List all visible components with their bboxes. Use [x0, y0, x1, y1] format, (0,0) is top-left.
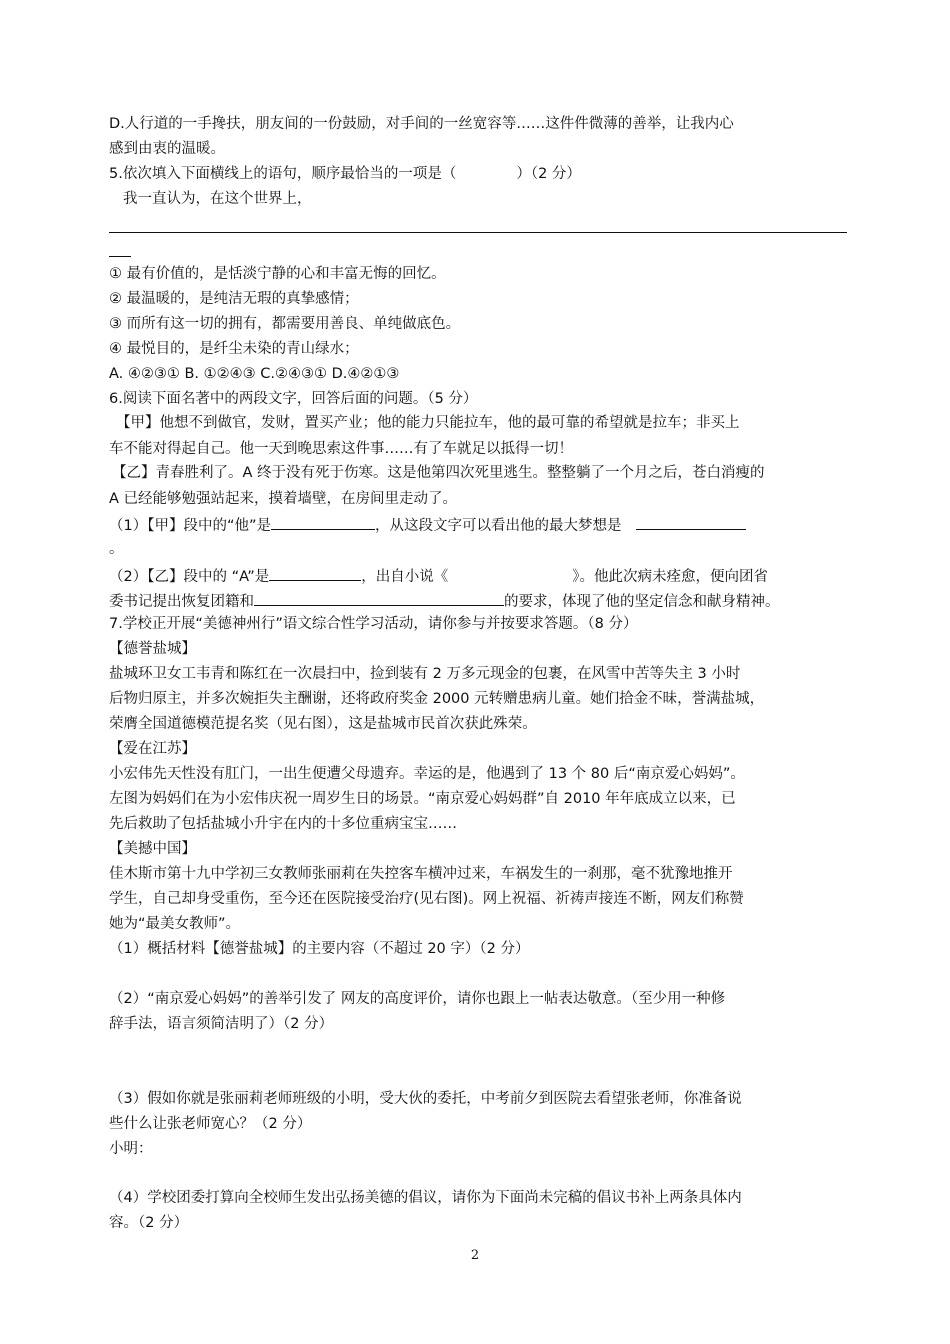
- q7-china-line2: 学生，自己却身受重伤，至今还在医院接受治疗(见右图)。网上祝福、祈祷声接连不断，网友们称赞: [109, 891, 744, 907]
- q6-s1-text-a: （1）【甲】段中的“他”是: [109, 518, 271, 534]
- q7-subquestion-2-line2: 辞手法，语言须简洁明了）（2 分）: [109, 1016, 334, 1032]
- q6-passage-jia-line2: 车不能对得起自己。他一天到晚思索这件事……有了车就足以抵得一切！: [109, 441, 573, 457]
- q7-jiangsu-line1: 小宏伟先天性没有肛门，一出生便遭父母遗弃。幸运的是，他遇到了 13 个 80 后“南京爱心妈妈”。: [109, 766, 745, 782]
- q5-score: ）（2 分）: [516, 166, 581, 182]
- q6-s2-text-b: ，出自小说《: [361, 569, 449, 585]
- q5-lead-sentence: 我一直认为，在这个世界上，: [123, 191, 312, 207]
- q6-passage-yi-line2: A 已经能够勉强站起来，摸着墙壁，在房间里走动了。: [109, 491, 458, 507]
- q6-s2-blank-name[interactable]: [269, 566, 361, 581]
- q7-heading-jiangsu: 【爱在江苏】: [109, 741, 196, 757]
- q6-stem: 6.阅读下面名著中的两段文字，回答后面的问题。（5 分）: [109, 391, 478, 407]
- q7-subquestion-4-line2: 容。（2 分）: [109, 1215, 189, 1231]
- q6-subquestion-2: [109, 566, 768, 586]
- q6-s2-text-c: 》。他此次病未痊愈，便向团省: [572, 569, 768, 585]
- q7-subquestion-1: （1）概括材料【德誉盐城】的主要内容（不超过 20 字）（2 分）: [109, 941, 530, 957]
- q5-sentence-2: ② 最温暖的，是纯洁无瑕的真挚感情；: [109, 291, 359, 307]
- q7-heading-china: 【美撼中国】: [109, 841, 196, 857]
- q6-s2-text-d: 委书记提出恢复团籍和: [109, 594, 254, 610]
- q6-subquestion-1: [109, 515, 746, 535]
- q7-jiangsu-line3: 先后救助了包括盐城小升宇在内的十多位重病宝宝……: [109, 816, 457, 832]
- q7-subquestion-2-line1: （2）“南京爱心妈妈”的善举引发了 网友的高度评价，请你也跟上一帖表达敬意。（至少用一种修: [109, 991, 726, 1007]
- q6-s2-text-a: （2）【乙】段中的 “A”是: [109, 569, 270, 585]
- q5-answer-line-tail[interactable]: [109, 256, 131, 257]
- q6-passage-yi-line1: 【乙】青春胜利了。A 终于没有死于伤寒。这是他第四次死里逃生。整整躺了一个月之后，苍白消瘦的: [112, 465, 765, 481]
- q7-yancheng-line1: 盐城环卫女工韦青和陈红在一次晨扫中，捡到装有 2 万多元现金的包裹，在风雪中苦等失主 3 小时: [109, 666, 741, 682]
- q7-yancheng-line2: 后物归原主，并多次婉拒失主酬谢，还将政府奖金 2000 元转赠患病儿童。她们拾金不昧，誉满盐城，: [109, 691, 765, 707]
- q5-sentence-1: ① 最有价值的，是恬淡宁静的心和丰富无悔的回忆。: [109, 266, 446, 282]
- q5-sentence-3: ③ 而所有这一切的拥有，都需要用善良、单纯做底色。: [109, 316, 461, 332]
- q7-stem: 7.学校正开展“美德神州行”语文综合性学习活动，请你参与并按要求答题。（8 分）: [109, 616, 638, 632]
- q5-answer-line[interactable]: [109, 232, 847, 233]
- q6-subquestion-2-line2: [109, 591, 780, 611]
- q4-option-d-line2: 感到由衷的温暖。: [109, 141, 225, 157]
- page-number: 2: [470, 1248, 480, 1263]
- q6-s2-text-e: 的要求，体现了他的坚定信念和献身精神。: [504, 594, 780, 610]
- q6-s1-end: 。: [109, 541, 124, 557]
- q5-stem: [109, 165, 581, 183]
- q5-sentence-4: ④ 最悦目的，是纤尘未染的青山绿水；: [109, 341, 359, 357]
- q7-heading-yancheng: 【德誉盐城】: [109, 641, 196, 657]
- q7-china-line1: 佳木斯市第十九中学初三女教师张丽莉在失控客车横冲过来，车祸发生的一刹那，毫不犹豫地推开: [109, 866, 733, 882]
- q7-subquestion-3-line2: 些什么让张老师宽心？（2 分）: [109, 1116, 312, 1132]
- q7-subquestion-3-line1: （3）假如你就是张丽莉老师班级的小明，受大伙的委托，中考前夕到医院去看望张老师，你准备说: [109, 1091, 742, 1107]
- q5-stem-text: 5.依次填入下面横线上的语句，顺序最恰当的一项是（: [109, 166, 457, 182]
- q7-answer-label-xiaoming: 小明：: [109, 1141, 153, 1157]
- q7-jiangsu-line2: 左图为妈妈们在为小宏伟庆祝一周岁生日的场景。“南京爱心妈妈群”自 2010 年年底成立以来，已: [109, 791, 736, 807]
- q6-s1-blank-name[interactable]: [271, 515, 375, 530]
- q7-china-line3: 她为“最美女教师”。: [109, 916, 241, 932]
- q6-s1-text-b: ，从这段文字可以看出他的最大梦想是: [375, 518, 622, 534]
- q6-s2-blank-request[interactable]: [254, 591, 504, 606]
- q4-option-d-line1: D.人行道的一手搀扶，朋友间的一份鼓励，对手间的一丝宽容等……这件件微薄的善举，让我内心: [109, 116, 734, 132]
- q5-choices: A. ④②③① B. ①②④③ C.②④③① D.④②①③: [109, 366, 400, 382]
- q7-subquestion-4-line1: （4）学校团委打算向全校师生发出弘扬美德的倡议，请你为下面尚未完稿的倡议书补上两条具体内: [109, 1190, 742, 1206]
- q7-yancheng-line3: 荣膺全国道德模范提名奖（见右图），这是盐城市民首次获此殊荣。: [109, 716, 537, 732]
- q6-passage-jia-line1: 【甲】他想不到做官，发财，置买产业；他的能力只能拉车，他的最可靠的希望就是拉车；非买上: [116, 415, 740, 431]
- q6-s1-blank-dream[interactable]: [636, 515, 746, 530]
